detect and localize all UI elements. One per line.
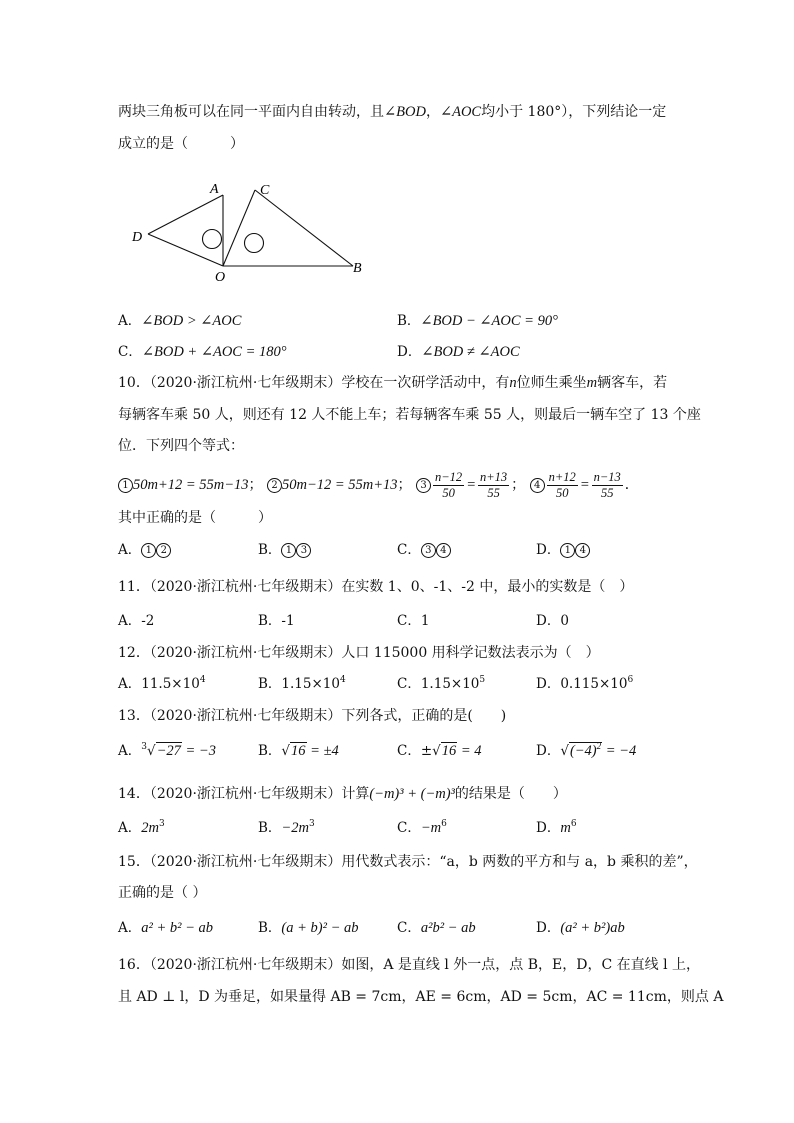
option-exponent: 6 (570, 819, 577, 829)
q9-comma: ， (425, 104, 440, 120)
numerator: n−13 (593, 469, 621, 484)
q10-prompt: 其中正确的是（ ） (118, 510, 272, 526)
q13-option-d (536, 741, 636, 761)
q10-stem-line2: 每辆客车乘 50 人，则还有 12 人不能上车；若每辆客车乘 55 人，则最后一辆车空了 13 个座 (118, 407, 701, 423)
option-letter: B． (258, 676, 282, 692)
q10-eq4-right (592, 470, 623, 501)
q10-equations: 1 50m+12 = 55m−13； 2 50m−12 = 55m+13； 3 $\frac{n-12}{50}$ = $\frac{n+13}{55}$ ； 4 $\frac{n+12}{50}$ = $\frac{n-13}{55}$ ． (118, 467, 639, 503)
option-letter: D． (536, 820, 561, 836)
option-exponent: 3 (308, 819, 315, 829)
circled-number: 4 (575, 543, 590, 558)
q9-stem-line1 (118, 102, 666, 122)
option-rest: = ±4 (306, 743, 339, 759)
q14-text-a: 14．（2020·浙江杭州·七年级期末）计算 (118, 786, 370, 802)
q14-option-a (118, 818, 165, 838)
q10-eq3-right (478, 470, 509, 501)
q11-option-b: B．-1 (258, 613, 295, 629)
option-expr: m (560, 820, 571, 836)
option-letter: B． (258, 743, 282, 759)
q12-stem: 12．（2020·浙江杭州·七年级期末）人口 115000 用科学记数法表示为（ ） (118, 645, 600, 661)
q12-option-a (118, 674, 206, 694)
q10-option-a (118, 540, 171, 560)
option-letter: C． (118, 344, 142, 360)
q9-option-b (397, 311, 558, 331)
label-A: A (210, 182, 219, 197)
circled-number: 4 (530, 478, 545, 493)
option-expr: −2m (281, 820, 309, 836)
q13-option-a (118, 741, 216, 761)
option-letter: D． (536, 743, 561, 759)
q15-option-b (258, 918, 359, 938)
q16-stem-line1: 16．（2020·浙江杭州·七年级期末）如图，A 是直线 l 外一点，点 B，E，D，C 在直线 l 上， (118, 957, 701, 973)
option-base: 0.115×10 (560, 676, 628, 692)
radicand-base: (−4) (569, 743, 597, 759)
denominator: 50 (555, 485, 569, 500)
radicand (569, 742, 602, 759)
circled-number: 1 (141, 543, 156, 558)
q9-stem-line2: 成立的是（ ） (118, 136, 244, 152)
circled-number: 1 (118, 478, 133, 493)
q14-stem (118, 784, 567, 804)
denominator: 55 (600, 485, 614, 500)
separator: ； (511, 477, 526, 493)
option-letter: A． (118, 676, 142, 692)
q9-option-d (397, 342, 520, 362)
radicand: 16 (291, 743, 306, 759)
option-letter: B． (258, 920, 282, 936)
q10-eq3-left (433, 470, 464, 501)
radical-sign: √ (281, 743, 291, 759)
option-letter: D． (397, 344, 422, 360)
edge-DA (148, 195, 223, 234)
q14-expression: (−m)³ + (−m)³ (369, 786, 455, 802)
label-B: B (353, 261, 362, 276)
option-letter: A． (118, 920, 142, 936)
edge-OC (223, 190, 255, 266)
q15-option-c (397, 918, 476, 938)
radical-sign: √ (560, 743, 569, 759)
q12-option-c (397, 674, 485, 694)
q9-option-a (118, 311, 241, 331)
q11-option-c: C．1 (397, 613, 430, 629)
q15-option-a (118, 918, 213, 938)
denominator: 50 (442, 485, 455, 500)
triangle-hole-left (203, 230, 222, 249)
q15-option-d (536, 918, 625, 938)
circled-number: 4 (436, 543, 451, 558)
radicand: −27 (156, 743, 181, 759)
option-letter: B． (397, 313, 421, 329)
q11-option-a: A．-2 (118, 613, 155, 629)
q14-text-b: 的结果是（ ） (454, 786, 567, 802)
edge-DO (148, 234, 223, 266)
root-index: 3 (141, 742, 147, 752)
option-expr: ∠BOD − ∠AOC = 90° (420, 313, 558, 329)
option-expr: 2m (141, 820, 159, 836)
circled-number: 2 (267, 478, 282, 493)
q10-option-b (258, 540, 311, 560)
circled-number: 3 (296, 543, 311, 558)
q10-eq2: 50m−12 = 55m+13 (282, 477, 398, 493)
q10-text-c: 辆客车，若 (597, 375, 668, 391)
q16-stem-line2: 且 AD ⊥ l，D 为垂足，如果量得 AB = 7cm，AE = 6cm，AD = 5cm，AC = 11cm，则点 A (118, 989, 724, 1005)
label-D: D (132, 230, 143, 245)
option-letter: C． (397, 676, 421, 692)
option-letter: C． (397, 542, 421, 558)
q9-triangle-figure (128, 178, 378, 288)
option-exponent: 4 (339, 675, 346, 685)
plus-minus: ± (420, 743, 433, 759)
option-letter: A． (118, 743, 142, 759)
option-expr: (a + b)² − ab (281, 920, 359, 936)
q10-text-a: 10．（2020·浙江杭州·七年级期末）学校在一次研学活动中，有 (118, 375, 510, 391)
label-O: O (215, 270, 226, 285)
q11-stem: 11．（2020·浙江杭州·七年级期末）在实数 1、0、-1、-2 中，最小的实数是（ ） (118, 579, 634, 595)
q10-text-b: 位师生乘坐 (516, 375, 587, 391)
option-expr: (a² + b²)ab (560, 920, 625, 936)
option-letter: D． (536, 542, 561, 558)
triangle-hole-right (245, 234, 264, 253)
circled-number: 2 (156, 543, 171, 558)
option-expr: ∠BOD > ∠AOC (141, 313, 242, 329)
option-expr: a²b² − ab (420, 920, 476, 936)
q11-option-d: D．0 (536, 613, 569, 629)
q15-stem-line2: 正确的是（ ） (118, 885, 207, 901)
option-exponent: 6 (627, 675, 634, 685)
q10-option-c (397, 540, 451, 560)
option-letter: C． (397, 743, 421, 759)
q9-angle-aoc: ∠AOC (439, 104, 482, 120)
numerator: n−12 (435, 469, 463, 484)
option-letter: B． (258, 542, 282, 558)
q10-stem-line3: 位．下列四个等式： (118, 438, 244, 454)
option-rest: = −3 (181, 743, 216, 759)
q13-stem: 13．（2020·浙江杭州·七年级期末）下列各式，正确的是( ) (118, 708, 507, 724)
option-rest: = −4 (602, 743, 637, 759)
numerator: n+12 (548, 469, 576, 484)
option-expr: a² + b² − ab (141, 920, 214, 936)
option-exponent: 3 (158, 819, 165, 829)
q10-var-m: m (586, 375, 598, 391)
circled-number: 3 (416, 478, 431, 493)
separator: ； (397, 477, 412, 493)
option-letter: A． (118, 820, 142, 836)
option-rest: = 4 (457, 743, 482, 759)
option-letter: A． (118, 542, 142, 558)
q15-stem-line1: 15．（2020·浙江杭州·七年级期末）用代数式表示：“a，b 两数的平方和与 a，b 乘积的差”， (118, 854, 698, 870)
option-letter: D． (536, 920, 561, 936)
q9-text-b: 均小于 180°），下列结论一定 (481, 104, 667, 120)
q13-option-c (397, 741, 482, 761)
q14-option-d (536, 818, 577, 838)
q9-angle-bod: ∠BOD (384, 104, 426, 120)
circled-number: 1 (281, 543, 296, 558)
option-letter: B． (258, 820, 282, 836)
label-C: C (260, 183, 270, 198)
option-letter: A． (118, 313, 142, 329)
option-base: 1.15×10 (281, 676, 340, 692)
separator: ； (248, 477, 263, 493)
q13-option-b (258, 741, 339, 761)
radical-sign: √ (432, 743, 441, 759)
q10-var-n: n (509, 375, 517, 391)
radicand-exponent: 2 (596, 741, 602, 751)
circled-number: 1 (560, 543, 575, 558)
option-exponent: 4 (199, 675, 206, 685)
option-expr: ∠BOD ≠ ∠AOC (421, 344, 520, 360)
option-letter: C． (397, 920, 421, 936)
q9-option-c (118, 342, 287, 362)
q10-option-d (536, 540, 590, 560)
q12-option-b (258, 674, 346, 694)
q9-text-a: 两块三角板可以在同一平面内自由转动，且 (118, 104, 384, 120)
q14-option-b (258, 818, 315, 838)
option-exponent: 6 (441, 819, 447, 829)
q10-stem-line1 (118, 373, 667, 393)
option-exponent: 5 (479, 675, 486, 685)
period: ． (624, 477, 639, 493)
numerator: n+13 (479, 469, 508, 484)
q14-option-c (397, 818, 447, 838)
option-base: 11.5×10 (141, 676, 200, 692)
denominator: 55 (487, 485, 500, 500)
q10-eq4-left (547, 470, 578, 501)
q12-option-d (536, 674, 633, 694)
circled-number: 3 (421, 543, 436, 558)
option-base: 1.15×10 (420, 676, 480, 692)
edge-CB (255, 190, 353, 266)
option-letter: C． (397, 820, 421, 836)
option-expr: ∠BOD + ∠AOC = 180° (141, 344, 287, 360)
radicand: 16 (441, 743, 457, 759)
option-letter: D． (536, 676, 561, 692)
radical-sign: √ (146, 743, 156, 759)
q10-eq1: 50m+12 = 55m−13 (133, 477, 249, 493)
option-expr: −m (420, 820, 442, 836)
